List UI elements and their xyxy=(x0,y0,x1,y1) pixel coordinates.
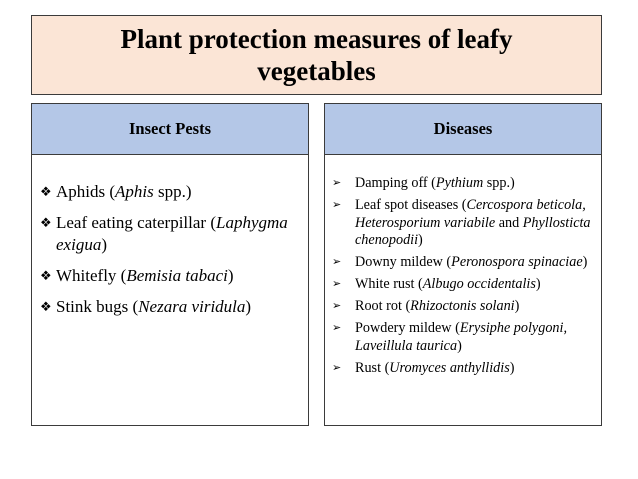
diamond-bullet-icon: ❖ xyxy=(40,268,52,283)
insect-pests-list xyxy=(40,181,308,327)
title-box xyxy=(31,15,602,95)
list-item: ➢ Downy mildew (Peronospora spinaciae) xyxy=(332,254,588,270)
list-item: ❖ Whitefly (Bemisia tabaci) xyxy=(40,266,234,285)
list-item: ➢ Damping off (Pythium spp.) xyxy=(332,175,515,191)
arrow-bullet-icon: ➢ xyxy=(332,322,342,334)
diseases-list xyxy=(332,175,597,382)
list-item: ➢ Leaf spot diseases (Cercospora beticola, Heterosporium variabile and Phyllosticta chenopodii) xyxy=(332,197,591,248)
list-item: ➢ White rust (Albugo occidentalis) xyxy=(332,276,541,292)
list-item: ➢ Powdery mildew (Erysiphe polygoni, Laveillula taurica) xyxy=(332,320,568,354)
arrow-bullet-icon: ➢ xyxy=(332,300,342,312)
diseases-header: Diseases xyxy=(325,104,601,155)
page-title-line-1: Plant protection measures of leafy xyxy=(120,24,513,54)
diamond-bullet-icon: ❖ xyxy=(40,299,52,314)
list-item: ❖ Stink bugs (Nezara viridula) xyxy=(40,297,252,316)
list-item: ➢ Root rot (Rhizoctonis solani) xyxy=(332,298,520,314)
arrow-bullet-icon: ➢ xyxy=(332,361,342,374)
arrow-bullet-icon: ➢ xyxy=(332,278,342,290)
list-item: ❖ Aphids (Aphis spp.) xyxy=(40,182,192,201)
diseases-panel xyxy=(324,103,602,426)
arrow-bullet-icon: ➢ xyxy=(332,256,342,268)
diamond-bullet-icon: ❖ xyxy=(40,215,52,230)
page-title-line-2: vegetables xyxy=(257,56,376,86)
diamond-bullet-icon: ❖ xyxy=(40,184,52,199)
arrow-bullet-icon: ➢ xyxy=(332,199,342,211)
list-item: ❖ Leaf eating caterpillar (Laphygma exigua) xyxy=(40,213,288,254)
list-item: ➢ Rust (Uromyces anthyllidis) xyxy=(332,359,515,376)
insect-pests-panel xyxy=(31,103,309,426)
insect-pests-header: Insect Pests xyxy=(32,104,308,155)
arrow-bullet-icon: ➢ xyxy=(332,177,342,189)
